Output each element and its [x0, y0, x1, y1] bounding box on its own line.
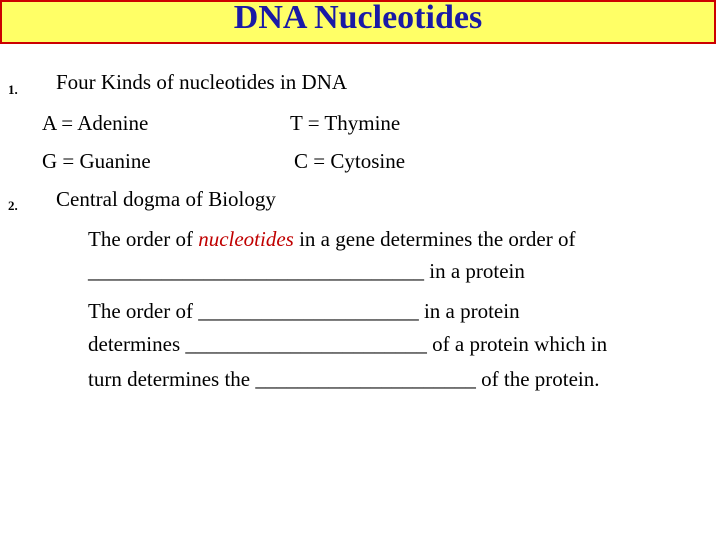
dogma-line-4: determines _______________________ of a protein which in	[88, 332, 608, 356]
dogma-line-5: turn determines the _____________________ of the protein.	[88, 367, 600, 391]
dogma-line-3: The order of _____________________ in a protein	[88, 299, 520, 323]
item-heading-2: Central dogma of Biology	[56, 187, 276, 211]
base-cytosine: C = Cytosine	[294, 149, 406, 173]
item-heading-1: Four Kinds of nucleotides in DNA	[56, 70, 348, 94]
dogma-line-1	[88, 227, 575, 251]
nucleotides-highlight: nucleotides	[198, 227, 294, 251]
list-number-2: 2.	[8, 198, 18, 213]
list-number-1: 1.	[8, 82, 18, 97]
base-thymine: T = Thymine	[290, 111, 401, 135]
base-guanine: G = Guanine	[42, 149, 151, 173]
dogma-line-1-start: The order of	[88, 227, 199, 251]
dogma-line-1-end: in a gene determines the order of	[293, 227, 576, 251]
title-banner	[0, 0, 716, 44]
dogma-line-2: ________________________________ in a protein	[88, 259, 525, 283]
page-title: DNA Nucleotides	[233, 0, 483, 36]
base-adenine: A = Adenine	[42, 111, 149, 135]
